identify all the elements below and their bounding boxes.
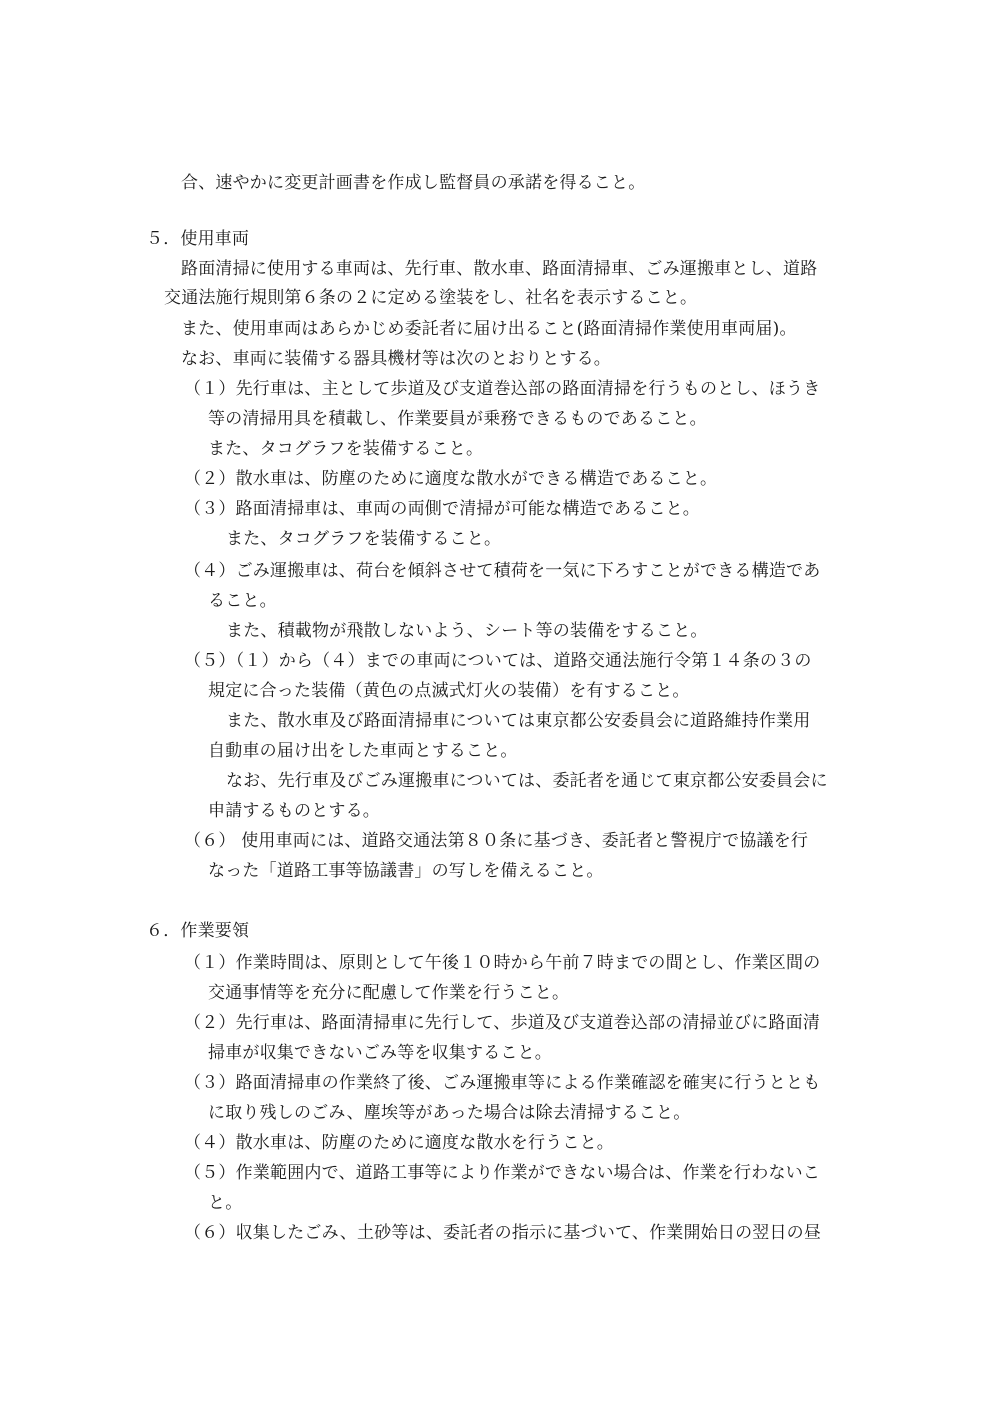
list-item-1-continuation: 等の清掃用具を積載し、作業要員が乗務できるものであること。 (208, 409, 707, 429)
paragraph-line: 交通法施行規則第６条の２に定める塗装をし、社名を表示すること。 (164, 288, 698, 308)
list-item-6: （６） 使用車両には、道路交通法第８０条に基づき、委託者と警視庁で協議を行 (184, 831, 809, 851)
list-item-4-continuation: ること。 (208, 591, 277, 611)
list-item-4: （４）ごみ運搬車は、荷台を傾斜させて積荷を一気に下ろすことができる構造であ (184, 561, 821, 581)
list-item-3-continuation: に取り残しのごみ、塵埃等があった場合は除去清掃すること。 (208, 1103, 691, 1123)
list-item-5-continuation: 規定に合った装備（黄色の点滅式灯火の装備）を有すること。 (208, 681, 690, 701)
list-item-4-note: また、積載物が飛散しないよう、シート等の装備をすること。 (226, 621, 708, 641)
paragraph-line: また、使用車両はあらかじめ委託者に届け出ること(路面清掃作業使用車両届)。 (181, 319, 797, 339)
list-item-1: （１）作業時間は、原則として午後１０時から午前７時までの間とし、作業区間の (184, 953, 821, 973)
list-item-6-continuation: なった「道路工事等協議書」の写しを備えること。 (208, 861, 604, 881)
list-item-3-note: また、タコグラフを装備すること。 (226, 529, 502, 549)
paragraph-continuation: 合、速やかに変更計画書を作成し監督員の承諾を得ること。 (181, 173, 646, 193)
list-item-4: （４）散水車は、防塵のために適度な散水を行うこと。 (184, 1133, 614, 1153)
list-item-1: （１）先行車は、主として歩道及び支道巻込部の路面清掃を行うものとし、ほうき (184, 379, 821, 399)
paragraph-line: なお、車両に装備する器具機材等は次のとおりとする。 (181, 349, 611, 369)
list-item-5-note: また、散水車及び路面清掃車については東京都公安委員会に道路維持作業用 (226, 711, 811, 731)
list-item-6: （６）収集したごみ、土砂等は、委託者の指示に基づいて、作業開始日の翌日の昼 (184, 1223, 822, 1243)
list-item-5-continuation: と。 (208, 1193, 243, 1213)
section-heading-6: ６．作業要領 (146, 921, 250, 941)
list-item-1-note: また、タコグラフを装備すること。 (208, 439, 484, 459)
list-item-2: （２）散水車は、防塵のために適度な散水ができる構造であること。 (184, 469, 718, 489)
list-item-1-continuation: 交通事情等を充分に配慮して作業を行うこと。 (208, 983, 570, 1003)
paragraph-line: 路面清掃に使用する車両は、先行車、散水車、路面清掃車、ごみ運搬車とし、道路 (181, 259, 818, 279)
list-item-5-note-continuation: 申請するものとする。 (208, 801, 380, 821)
list-item-5: （５）（１）から（４）までの車両については、道路交通法施行令第１４条の３の (184, 651, 812, 671)
section-heading-5: ５．使用車両 (146, 229, 250, 249)
list-item-2: （２）先行車は、路面清掃車に先行して、歩道及び支道巻込部の清掃並びに路面清 (184, 1013, 821, 1033)
list-item-5-note-continuation: 自動車の届け出をした車両とすること。 (208, 741, 518, 761)
list-item-2-continuation: 掃車が収集できないごみ等を収集すること。 (208, 1043, 552, 1063)
list-item-3: （３）路面清掃車の作業終了後、ごみ運搬車等による作業確認を確実に行うととも (184, 1073, 821, 1093)
list-item-5: （５）作業範囲内で、道路工事等により作業ができない場合は、作業を行わないこ (184, 1163, 821, 1183)
list-item-5-note: なお、先行車及びごみ運搬車については、委託者を通じて東京都公安委員会に (226, 771, 828, 791)
list-item-3: （３）路面清掃車は、車両の両側で清掃が可能な構造であること。 (184, 499, 700, 519)
